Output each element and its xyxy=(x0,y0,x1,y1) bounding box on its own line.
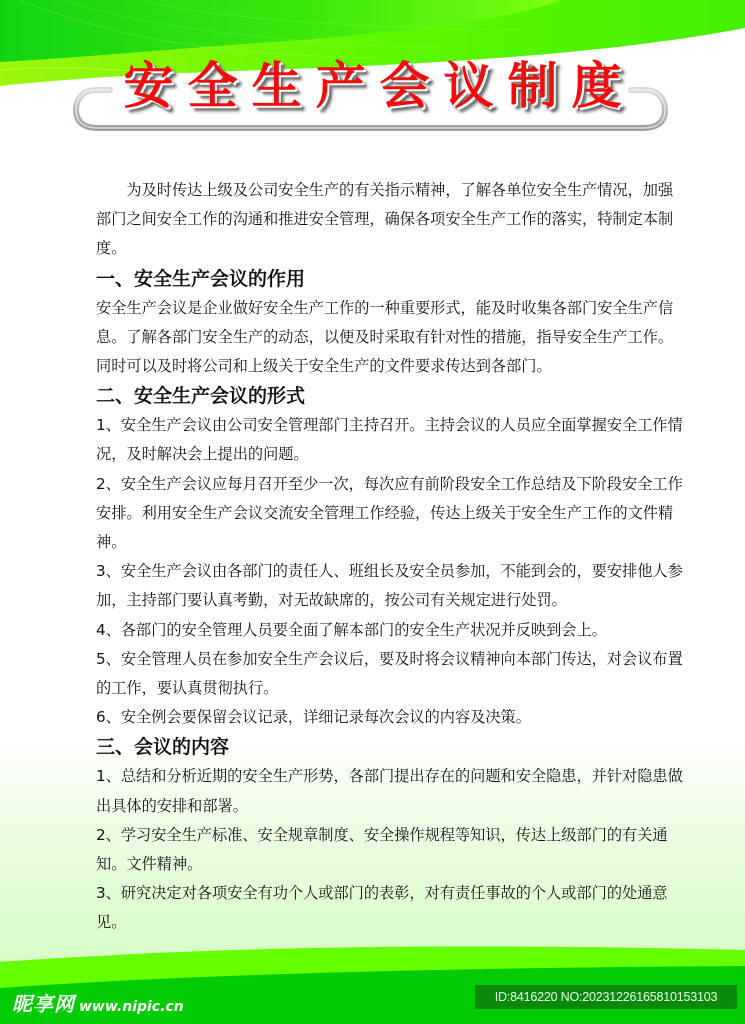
list-item: 4、各部门的安全管理人员要全面了解本部门的安全生产状况并反映到会上。 xyxy=(96,620,607,639)
section-heading-role: 一、安全生产会议的作用 xyxy=(96,267,306,290)
intro-paragraph: 为及时传达上级及公司安全生产的有关指示精神，了解各单位安全生产情况，加强部门之间安全工作的沟通和推进安全管理，确保各项安全生产工作的落实，特制定本制度。 xyxy=(96,181,674,258)
section-heading-content: 三、会议的内容 xyxy=(96,736,230,759)
watermark-logo-text: 昵享网 xyxy=(12,992,75,1016)
document-body xyxy=(96,176,686,938)
watermark-logo xyxy=(12,988,184,1017)
list-item: 2、安全生产会议应每月召开至少一次，每次应有前阶段安全工作总结及下阶段安全工作安排。利用安全生产会议交流安全管理工作经验，传达上级关于安全生产工作的文件精神。 xyxy=(96,474,683,552)
list-item: 3、研究决定对各项安全有功个人或部门的表彰，对有责任事故的个人或部门的处通意见。 xyxy=(96,884,668,932)
list-item: 6、安全例会要保留会议记录，详细记录每次会议的内容及决策。 xyxy=(96,708,531,727)
watermark-url: www.nipic.cn xyxy=(79,999,184,1015)
list-item: 1、安全生产会议由公司安全管理部门主持召开。主持会议的人员应全面掌握安全工作情况，及时解决会上提出的问题。 xyxy=(96,416,683,464)
list-item: 3、安全生产会议由各部门的责任人、班组长及安全员参加，不能到会的，要安排他人参加，主持部门要认真考勤，对无故缺席的，按公司有关规定进行处罚。 xyxy=(96,562,683,610)
section-heading-format: 二、安全生产会议的形式 xyxy=(96,385,306,408)
list-item: 1、总结和分析近期的安全生产形势，各部门提出存在的问题和安全隐患，并针对隐患做出具体的安排和部署。 xyxy=(96,767,683,815)
list-item: 5、安全管理人员在参加安全生产会议后，要及时将会议精神向本部门传达，对会议布置的工作，要认真贯彻执行。 xyxy=(96,649,683,698)
page-title: 安全生产会议制度 xyxy=(123,56,636,115)
section-paragraph: 安全生产会议是企业做好安全生产工作的一种重要形式，能及时收集各部门安全生产信息。了解各部门安全生产的动态，以便及时采取有针对性的措施，指导安全生产工作。同时可以及时将公司和上级关于安全生产的文件要求传达到各部门。 xyxy=(96,298,674,376)
list-item: 2、学习安全生产标准、安全规章制度、安全操作规程等知识，传达上级部门的有关通知。文件精神。 xyxy=(96,825,668,874)
image-id-badge: ID:8416220 NO:20231226165810153103 xyxy=(475,985,737,1009)
